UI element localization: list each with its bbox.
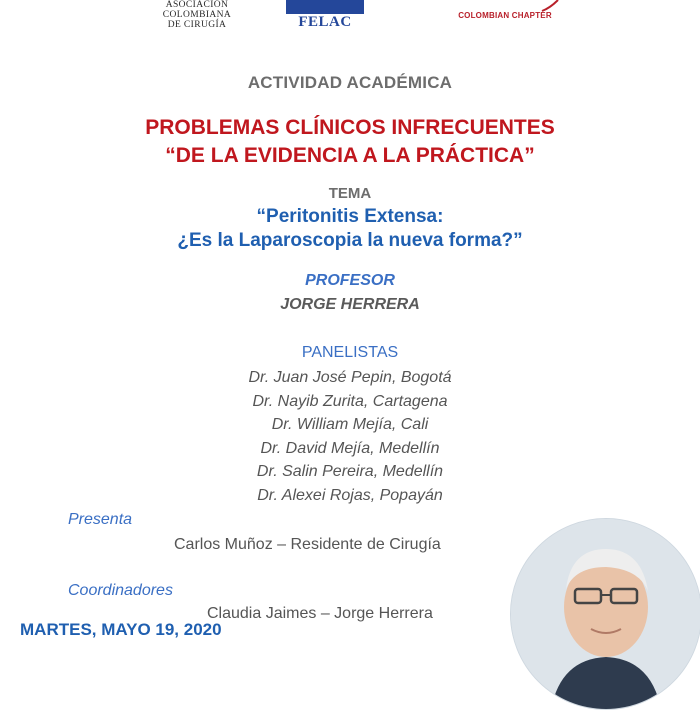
panelist-item: Dr. Juan José Pepin, Bogotá: [248, 369, 452, 386]
activity-heading: ACTIVIDAD ACADÉMICA: [247, 73, 453, 92]
felac-logo: [286, 0, 364, 36]
chapter-logo-text: COLOMBIAN CHAPTER: [458, 11, 552, 20]
felac-logo-mark: [286, 0, 364, 14]
tema-title-line-1: “Peritonitis Extensa:: [256, 206, 444, 227]
title-line-2: “DE LA EVIDENCIA A LA PRÁCTICA”: [165, 144, 535, 167]
panelist-item: Dr. Nayib Zurita, Cartagena: [252, 392, 448, 410]
panelistas-label: PANELISTAS: [301, 344, 399, 361]
acc-logo-line: DE CIRUGÍA: [167, 20, 227, 30]
profesor-label: PROFESOR: [305, 272, 395, 289]
panelist-item: Dr. Alexei Rojas, Popayán: [257, 486, 443, 504]
coordinadores-label: Coordinadores: [68, 582, 173, 599]
person-portrait-icon: [511, 519, 700, 709]
coordinadores-value: Claudia Jaimes – Jorge Herrera: [207, 605, 433, 622]
professor-photo: [510, 518, 700, 710]
acc-logo: [142, 0, 252, 30]
acc-logo-line: ASOCIACIÓN: [165, 0, 229, 10]
tema-label: TEMA: [328, 185, 372, 202]
profesor-name: JORGE HERRERA: [280, 296, 420, 313]
felac-logo-text: FELAC: [298, 14, 352, 30]
presenta-label: Presenta: [68, 511, 133, 528]
acc-logo-line: COLOMBIANA: [162, 10, 232, 20]
title-line-1: PROBLEMAS CLÍNICOS INFRECUENTES: [145, 116, 555, 139]
panelistas-list: [0, 366, 700, 507]
panelist-item: Dr. William Mejía, Cali: [271, 416, 429, 433]
presenta-value: Carlos Muñoz – Residente de Cirugía: [174, 536, 441, 553]
panelist-item: Dr. David Mejía, Medellín: [260, 439, 440, 457]
date-line: MARTES, MAYO 19, 2020: [20, 620, 222, 639]
tema-title-line-2: ¿Es la Laparoscopia la nueva forma?”: [177, 230, 523, 251]
panelist-item: Dr. Salin Pereira, Medellín: [256, 463, 444, 480]
